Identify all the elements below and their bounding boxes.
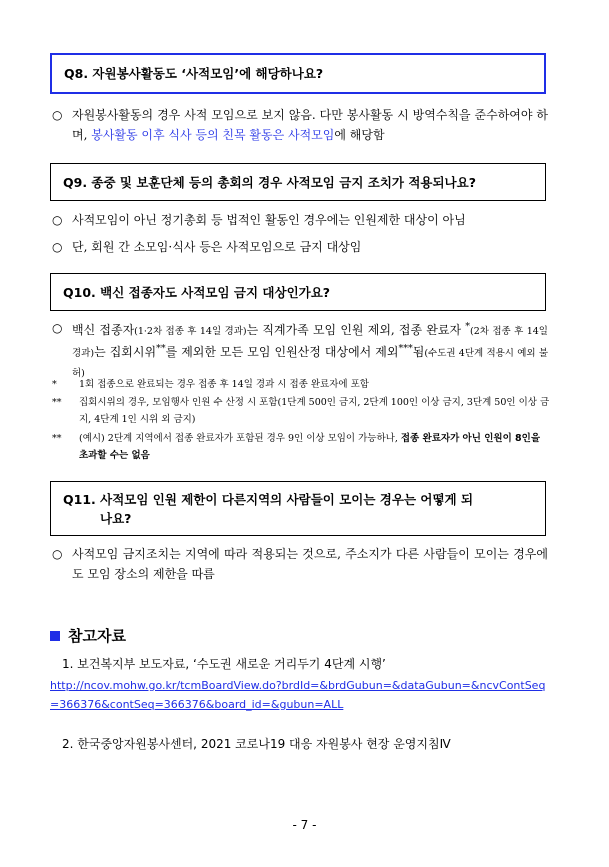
- reference-link-1[interactable]: http://ncov.mohw.go.kr/tcmBoardView.do?brdId=&brdGubun=&dataGubun=&ncvContSeq=366376&contSeq=366376&board_id=&gubun=ALL: [50, 679, 546, 711]
- q10-answer: ○ 백신 접종자(1·2차 접종 후 14일 경과)는 직계가족 모임 인원 제외, 접종 완료자 *(2차 접종 후 14일 경과)는 집회시위**를 제외한 모든 모임 인원산정 대상에서 제외***됨(수도권 4단계 적용시 예외 불허): [52, 318, 548, 382]
- q11-answer: ○ 사적모임 금지조치는 지역에 따라 적용되는 것으로, 주소지가 다른 사람들이 모이는 경우에도 모임 장소의 제한을 따름: [52, 544, 548, 584]
- q11-box: [50, 481, 546, 536]
- q8-highlight: 봉사활동 이후 식사 등의 친목 활동은 사적모임: [91, 128, 335, 142]
- q9-answer-2: ○ 단, 회원 간 소모임·식사 등은 사적모임으로 금지 대상임: [52, 237, 548, 257]
- q8-title: Q8. 자원봉사활동도 ‘사적모임’에 해당하나요?: [64, 66, 324, 81]
- q10-title: Q10. 백신 접종자도 사적모임 금지 대상인가요?: [63, 284, 331, 300]
- q8-box: [50, 53, 546, 94]
- q10-box: [50, 273, 546, 311]
- q9-answer-1: ○ 사적모임이 아닌 정기총회 등 법적인 활동인 경우에는 인원제한 대상이 아님: [52, 210, 548, 230]
- bullet-circle-icon: ○: [52, 213, 63, 227]
- reference-item-1: 1. 보건복지부 보도자료, ‘수도권 새로운 거리두기 4단계 시행’: [62, 657, 386, 671]
- reference-item-2: 2. 한국중앙자원봉사센터, 2021 코로나19 대응 자원봉사 현장 운영지침Ⅳ: [62, 737, 451, 751]
- q9-title: Q9. 종중 및 보훈단체 등의 총회의 경우 사적모임 금지 조치가 적용되나요?: [63, 174, 476, 190]
- page-number: - 7 -: [292, 818, 317, 832]
- bullet-circle-icon: ○: [52, 321, 63, 335]
- q10-note-2: ** 집회시위의 경우, 모임행사 인원 수 산정 시 포함(1단계 500인 금지, 2단계 100인 이상 금지, 3단계 50인 이상 금지, 4단계 1인 시위 외 금지): [52, 397, 550, 425]
- bullet-circle-icon: ○: [52, 108, 63, 122]
- bullet-circle-icon: ○: [52, 547, 63, 561]
- q11-title-line1: Q11. 사적모임 인원 제한이 다른지역의 사람들이 모이는 경우는 어떻게 되: [63, 491, 474, 507]
- bullet-circle-icon: ○: [52, 240, 63, 254]
- q11-title-line2: 나요?: [100, 510, 132, 526]
- q9-box: [50, 163, 546, 201]
- q10-note-1: * 1회 접종으로 완료되는 경우 접종 후 14일 경과 시 접종 완료자에 포함: [52, 379, 369, 390]
- square-bullet-icon: [50, 631, 60, 641]
- q8-answer: ○ 자원봉사활동의 경우 사적 모임으로 보지 않음. 다만 봉사활동 시 방역수칙을 준수하여야 하며, 봉사활동 이후 식사 등의 친목 활동은 사적모임에 해당함: [52, 105, 548, 145]
- q10-note-3: ** (예시) 2단계 지역에서 접종 완료자가 포함된 경우 9인 이상 모임이 가능하나, 접종 완료자가 아닌 인원이 8인을 초과할 수는 없음: [52, 433, 541, 461]
- references-heading: 참고자료: [50, 625, 126, 646]
